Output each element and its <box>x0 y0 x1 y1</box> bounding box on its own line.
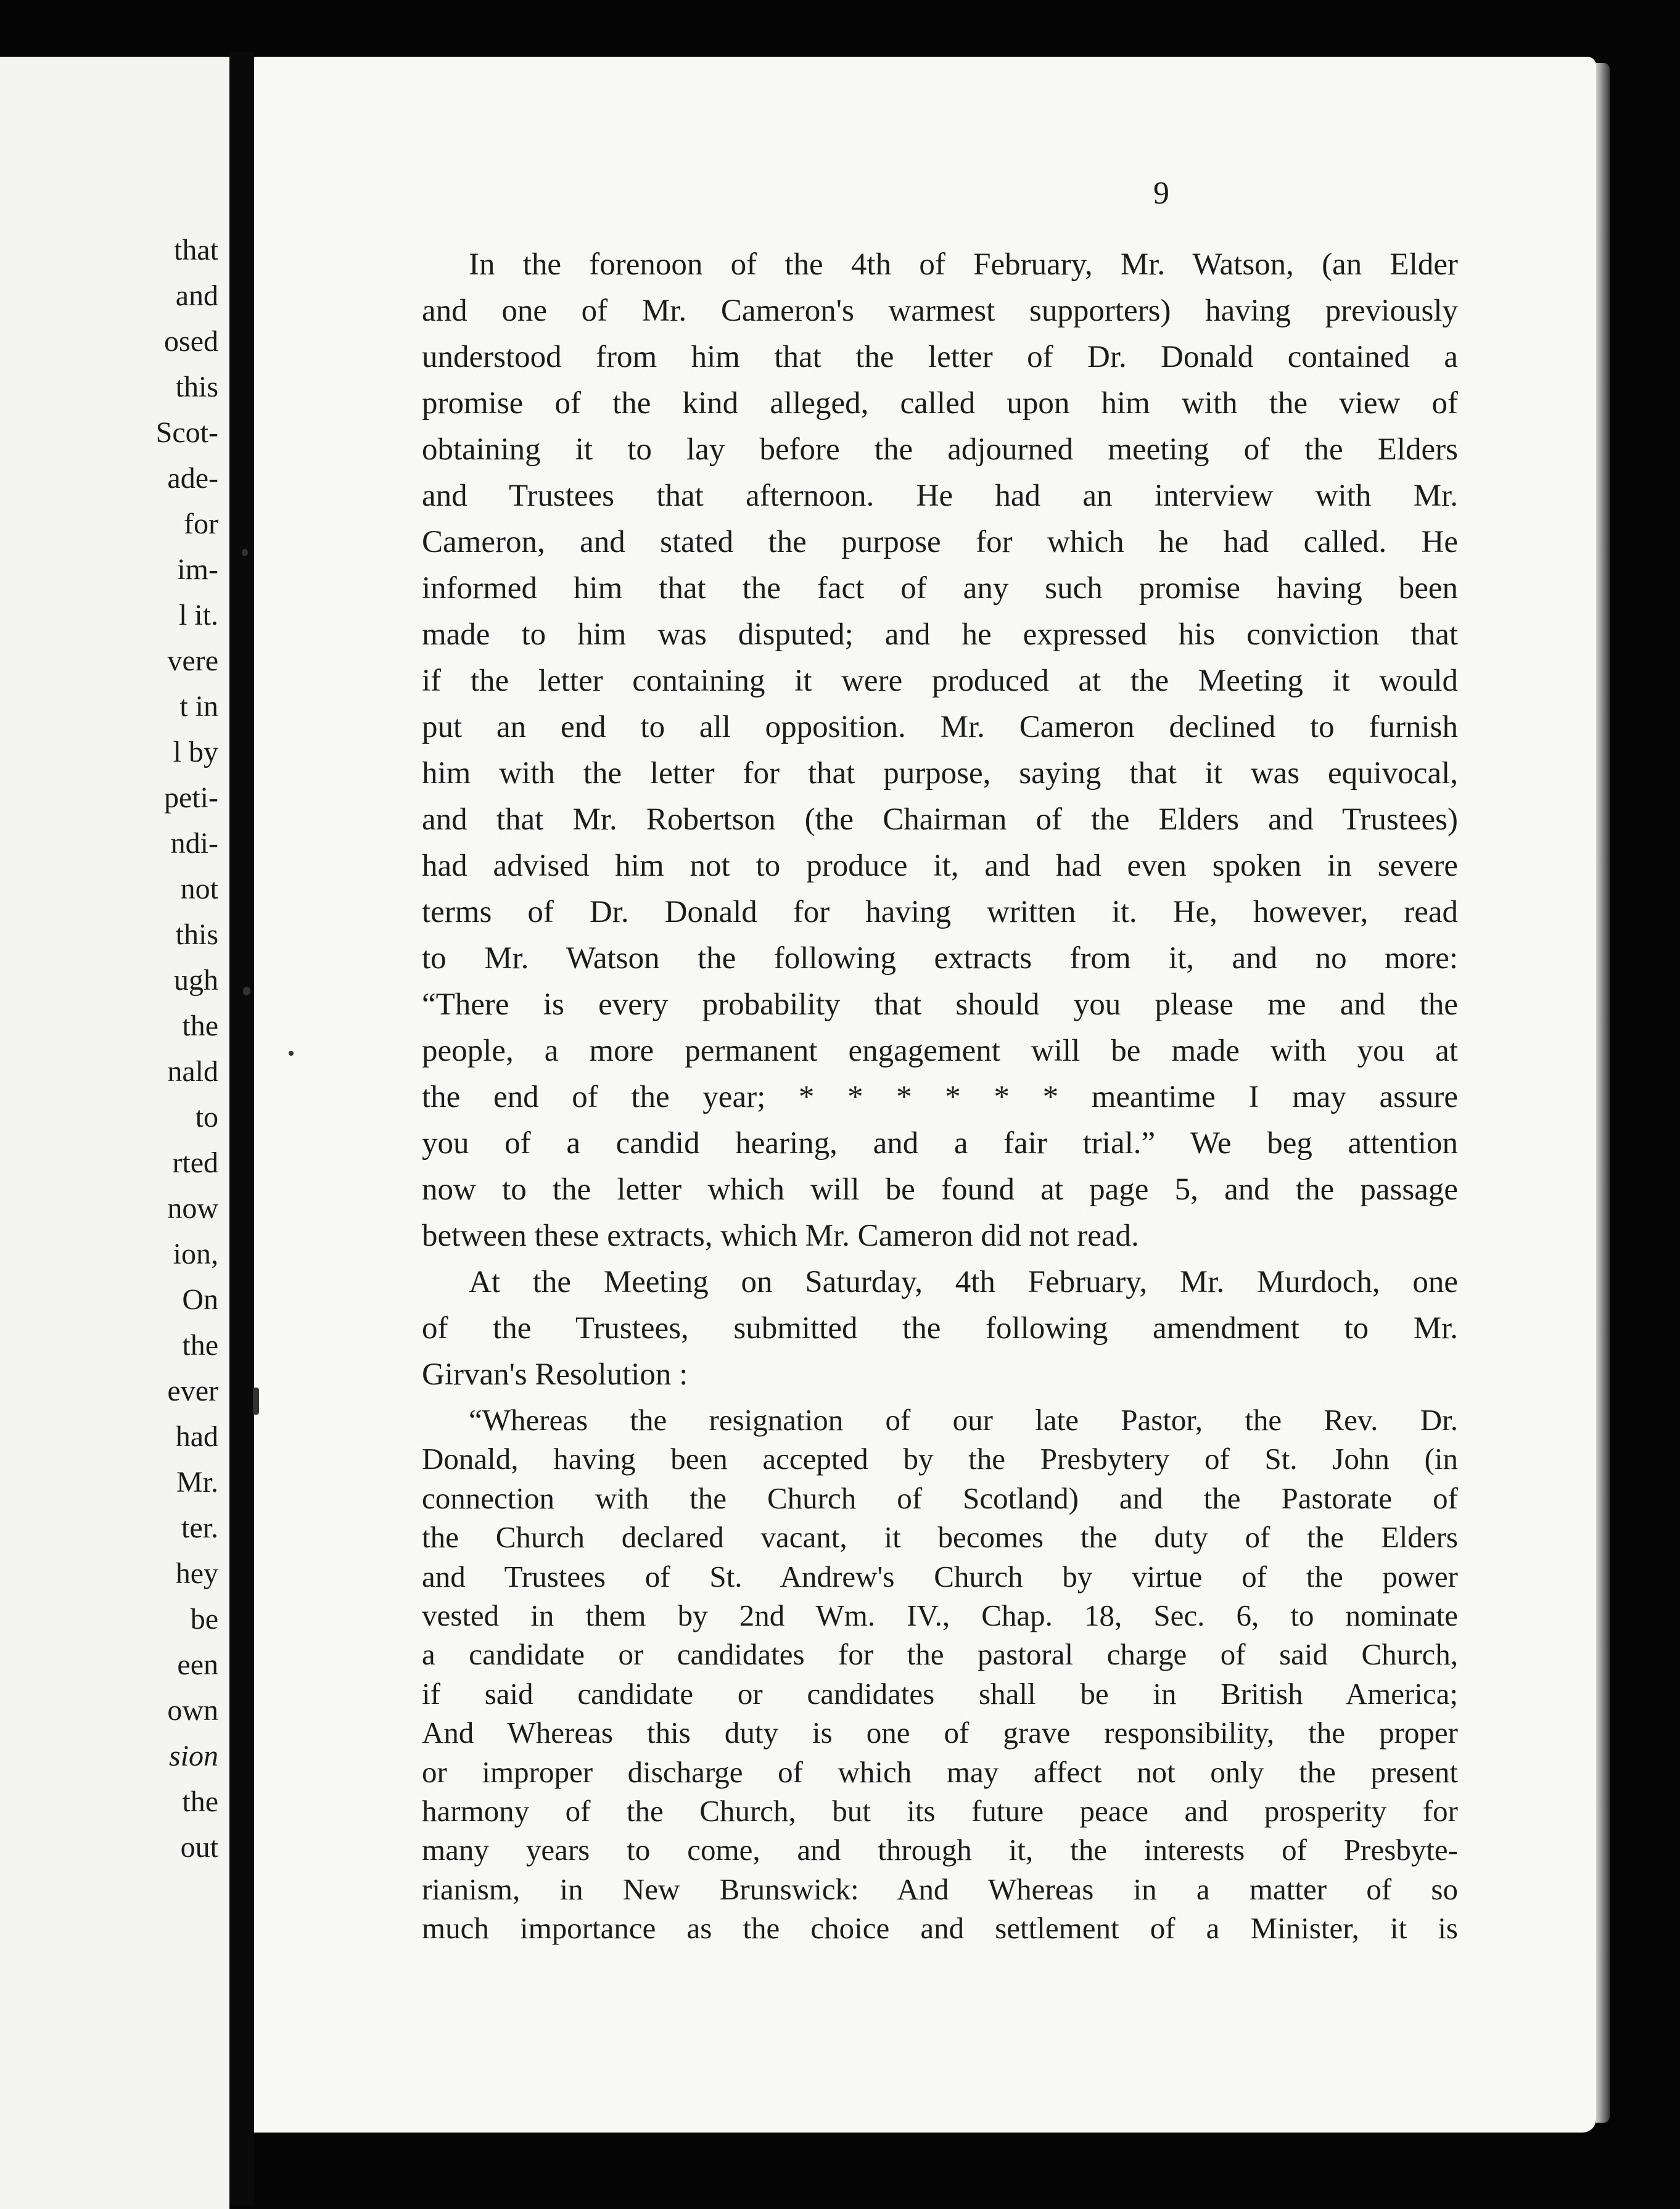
scan-speck <box>289 1051 294 1056</box>
facing-text: hey <box>175 1557 218 1590</box>
text-line: of the Trustees, submitted the following amendment to Mr. <box>422 1311 1458 1346</box>
facing-text: not <box>180 873 218 905</box>
facing-text: vere <box>167 644 218 677</box>
facing-text: out <box>180 1831 218 1864</box>
facing-text: On <box>182 1283 218 1316</box>
quoted-amendment <box>422 1401 1458 1948</box>
facing-text: to <box>195 1101 218 1133</box>
page-gutter <box>229 52 254 2205</box>
text-line: the end of the year; * * * * * * meantime I may assure <box>422 1080 1458 1114</box>
text-line: terms of Dr. Donald for having written it. He, however, read <box>422 895 1458 929</box>
text-line: and Trustees that afternoon. He had an interview with Mr. <box>422 479 1458 513</box>
facing-text: l it. <box>178 599 218 631</box>
facing-text: Mr. <box>176 1466 218 1499</box>
facing-text: ter. <box>181 1512 218 1544</box>
text-line: him with the letter for that purpose, saying that it was equivocal, <box>422 756 1458 791</box>
text-line: if the letter containing it were produced at the Meeting it would <box>422 664 1458 698</box>
facing-text: this <box>175 371 218 403</box>
scan-speck <box>242 549 248 556</box>
facing-text: now <box>167 1192 218 1225</box>
text-line: or improper discharge of which may affect not only the present <box>422 1754 1458 1789</box>
facing-text: be <box>190 1603 218 1635</box>
facing-text: osed <box>164 325 218 358</box>
text-line: to Mr. Watson the following extracts from it, and no more: <box>422 941 1458 976</box>
text-line: and one of Mr. Cameron's warmest supporters) having previously <box>422 294 1458 328</box>
facing-text: this <box>175 918 218 951</box>
facing-text: the <box>182 1010 218 1042</box>
facing-text: the <box>182 1785 218 1818</box>
text-line: At the Meeting on Saturday, 4th February, Mr. Murdoch, one <box>469 1265 1458 1299</box>
text-line: “Whereas the resignation of our late Pastor, the Rev. Dr. <box>469 1403 1458 1437</box>
text-line: had advised him not to produce it, and had even spoken in severe <box>422 849 1458 883</box>
text-line: and Trustees of St. Andrew's Church by virtue of the power <box>422 1559 1458 1594</box>
facing-text: rted <box>172 1146 218 1179</box>
facing-text: had <box>175 1420 218 1453</box>
facing-text: een <box>177 1648 218 1681</box>
text-line: if said candidate or candidates shall be in British America; <box>422 1676 1458 1711</box>
paragraph-1 <box>422 242 1458 1259</box>
facing-text: ugh <box>174 964 218 997</box>
page-body <box>422 242 1458 1948</box>
facing-text: ever <box>167 1375 218 1407</box>
text-line: Girvan's Resolution : <box>422 1357 688 1392</box>
text-line: and that Mr. Robertson (the Chairman of the Elders and Trustees) <box>422 802 1458 837</box>
facing-page-fragment <box>0 57 229 2209</box>
text-line: put an end to all opposition. Mr. Cameron declined to furnish <box>422 710 1458 744</box>
text-line: now to the letter which will be found at page 5, and the passage <box>422 1172 1458 1207</box>
facing-text: peti- <box>164 781 218 814</box>
text-line: between these extracts, which Mr. Cameron did not read. <box>422 1219 1139 1253</box>
text-line: you of a candid hearing, and a fair trial.” We beg attention <box>422 1126 1458 1161</box>
facing-text: ion, <box>173 1238 218 1270</box>
facing-text: ade- <box>167 462 218 495</box>
facing-text: nald <box>167 1055 218 1088</box>
facing-text: for <box>184 508 218 540</box>
text-line: a candidate or candidates for the pastoral charge of said Church, <box>422 1637 1458 1672</box>
book-page <box>254 57 1596 2133</box>
facing-text: im- <box>177 553 218 586</box>
scan-speck <box>243 987 250 995</box>
text-line: vested in them by 2nd Wm. IV., Chap. 18, Sec. 6, to nominate <box>422 1598 1458 1632</box>
facing-text: the <box>182 1329 218 1362</box>
text-line: promise of the kind alleged, called upon him with the view of <box>422 386 1458 421</box>
text-line: Cameron, and stated the purpose for which he had called. He <box>422 525 1458 559</box>
facing-text: l by <box>173 736 218 768</box>
text-line: made to him was disputed; and he expressed his conviction that <box>422 617 1458 652</box>
text-line: the Church declared vacant, it becomes the duty of the Elders <box>422 1520 1458 1555</box>
facing-text: that <box>174 234 218 266</box>
paragraph-2 <box>422 1259 1458 1398</box>
facing-text: t in <box>179 690 218 723</box>
text-line: Donald, having been accepted by the Presbytery of St. John (in <box>422 1442 1458 1476</box>
text-line: understood from him that the letter of Dr. Donald contained a <box>422 340 1458 374</box>
text-line: informed him that the fact of any such promise having been <box>422 571 1458 606</box>
facing-text: own <box>167 1694 218 1727</box>
facing-text: Scot- <box>155 416 218 449</box>
text-line: rianism, in New Brunswick: And Whereas in a matter of so <box>422 1872 1458 1906</box>
text-line: much importance as the choice and settlement of a Minister, it is <box>422 1911 1458 1946</box>
page-number: 9 <box>1153 176 1169 211</box>
facing-text: and <box>175 279 218 312</box>
text-line: many years to come, and through it, the interests of Presbyte- <box>422 1833 1458 1867</box>
text-line: In the forenoon of the 4th of February, Mr. Watson, (an Elder <box>469 247 1458 282</box>
facing-text: sion <box>168 1740 218 1772</box>
text-line: people, a more permanent engagement will be made with you at <box>422 1034 1458 1068</box>
text-line: “There is every probability that should you please me and the <box>422 987 1458 1022</box>
facing-text: ndi- <box>170 827 218 860</box>
text-line: And Whereas this duty is one of grave responsibility, the proper <box>422 1716 1458 1750</box>
text-line: connection with the Church of Scotland) and the Pastorate of <box>422 1481 1458 1515</box>
text-line: harmony of the Church, but its future peace and prosperity for <box>422 1793 1458 1828</box>
scan-speck <box>253 1388 259 1415</box>
text-line: obtaining it to lay before the adjourned meeting of the Elders <box>422 432 1458 467</box>
